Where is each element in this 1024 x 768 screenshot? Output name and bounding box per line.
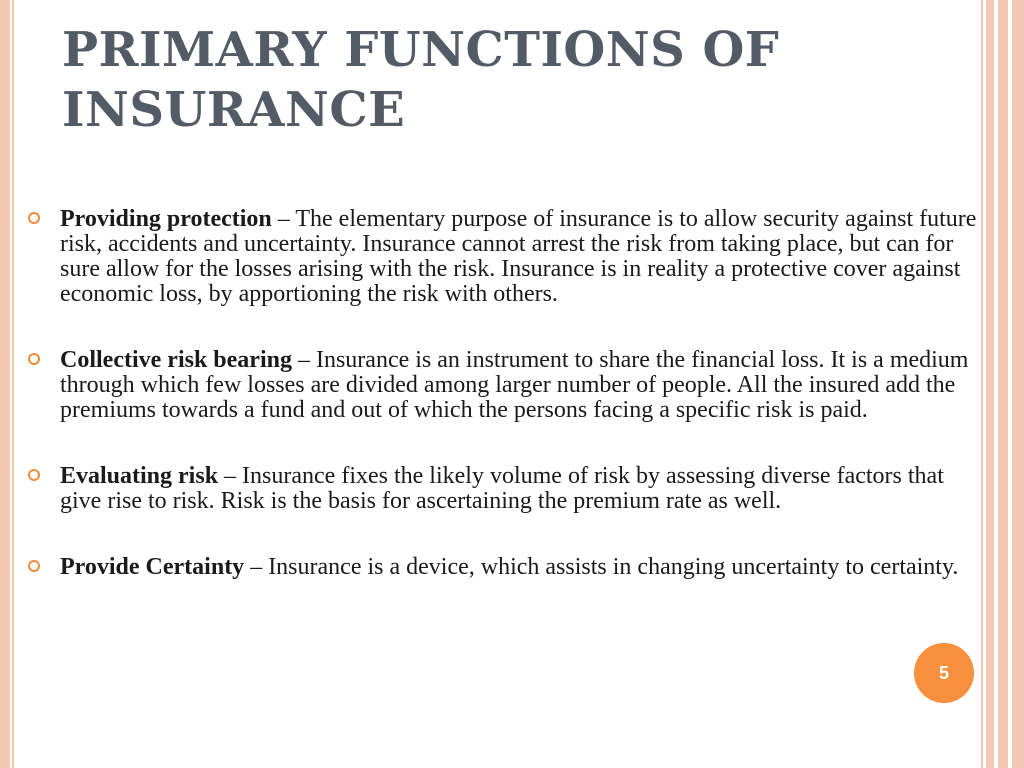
bullet-providing-protection	[28, 207, 978, 307]
right-border-stripe-inner	[986, 0, 994, 768]
bullet-circle-icon	[28, 560, 40, 572]
bullet-provide-certainty	[28, 555, 978, 580]
bullet-text: – Insurance is an instrument to share the financial loss. It is a medium through which few losses are divided among larger number of people. All the insured add the premiums towards a fund and out of which the persons facing a specific risk is paid.	[60, 347, 969, 423]
left-border-stripe	[0, 0, 10, 768]
bullet-term: Providing protection	[60, 206, 272, 232]
bullet-text: – Insurance is a device, which assists in changing uncertainty to certainty.	[244, 554, 959, 580]
bullet-term: Collective risk bearing	[60, 347, 292, 373]
bullet-text: – Insurance fixes the likely volume of risk by assessing diverse factors that give rise to risk. Risk is the basis for ascertaining the premium rate as well.	[60, 463, 944, 514]
left-border-line	[12, 0, 14, 768]
bullet-text: – The elementary purpose of insurance is to allow security against future risk, accidents and uncertainty. Insurance cannot arrest the risk from taking place, but can for sure allow for the losses arising with the risk. Insurance is in reality a protective cover against economic loss, by apportioning the risk with others.	[60, 206, 977, 307]
bullet-evaluating-risk	[28, 464, 978, 514]
page-number-badge: 5	[914, 643, 974, 703]
bullet-list	[28, 207, 978, 580]
bullet-term: Evaluating risk	[60, 463, 219, 489]
slide-title: PRIMARY FUNCTIONS OF INSURANCE	[62, 22, 780, 138]
bullet-circle-icon	[28, 212, 40, 224]
bullet-circle-icon	[28, 469, 40, 481]
bullet-term: Provide Certainty	[60, 554, 245, 580]
bullet-circle-icon	[28, 353, 40, 365]
right-border-gap	[1008, 0, 1012, 768]
right-border-line	[981, 0, 983, 768]
bullet-collective-risk-bearing	[28, 348, 978, 423]
